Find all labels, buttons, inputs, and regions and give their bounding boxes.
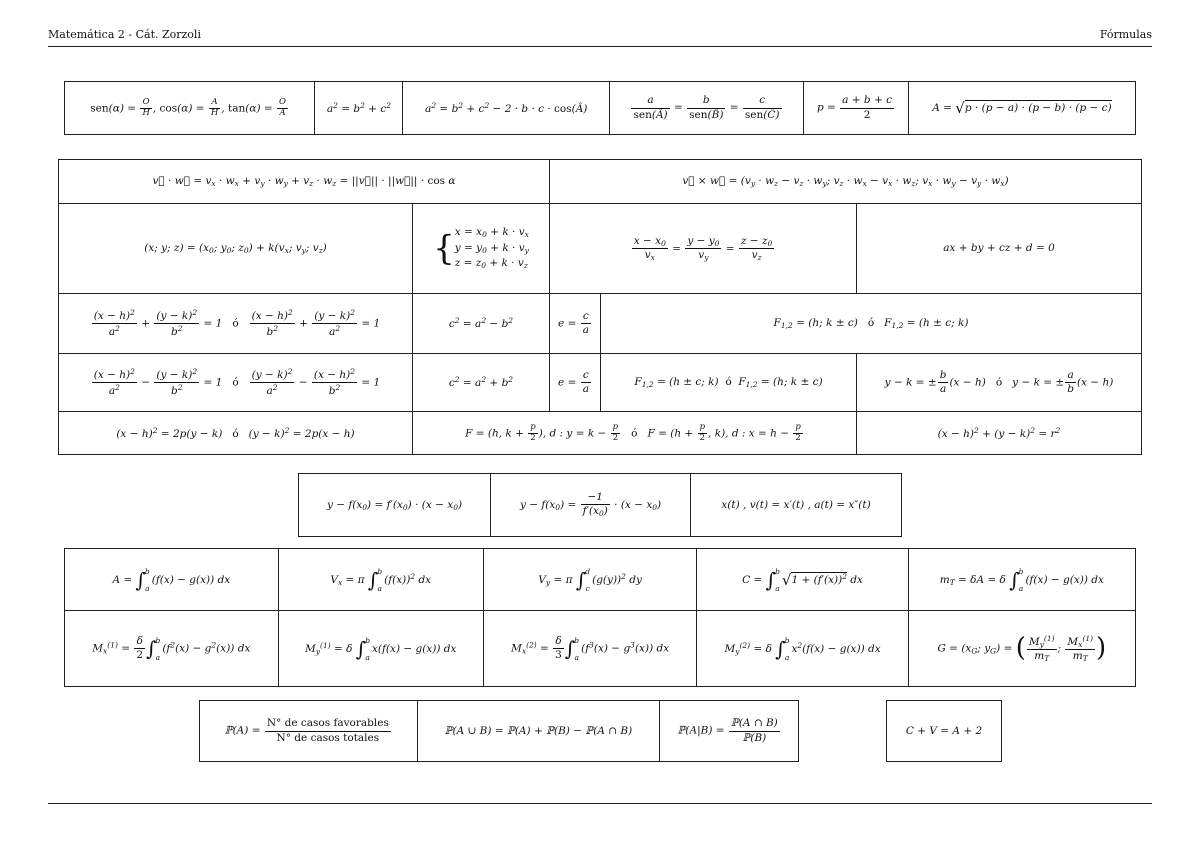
moment-x2-integral: $M_x^{(2)}$ = $\frac{\delta}{3}$ ∫ b a $(f^3(x) - g^3(x))$ dx <box>483 611 697 687</box>
euler-table <box>886 700 1002 762</box>
centroid-formula: $G = (x_G$; $y_G$) = ( $\frac{M_y^{(1)}}{m_T}$ ; $\frac{M_x^{(1)}}{m_T}$ ) <box>908 611 1135 687</box>
trig-ratios-formula: sen(α) = $\frac{O}{H}$ , cos(α) = $\frac{A}{H}$ , tan(α) = $\frac{O}{A}$ <box>65 82 315 135</box>
union-probability-formula: ℙ(A ∪ B) = ℙ(A) + ℙ(B) − ℙ(A ∩ B) <box>417 701 660 762</box>
or-connector: ó <box>631 427 638 439</box>
parabola-equation: $(x - h)^2 = 2p(y - k)$ ó $(y - k)^2 = 2p(x - h)$ <box>59 412 413 455</box>
course-title: Matemática 2 - Cát. Zorzoli <box>48 28 201 41</box>
volume-y-integral: $V_y = \pi$ ∫ d c $(g(y))^2$ dy <box>483 549 697 611</box>
derivatives-table <box>298 473 902 537</box>
kinematics-formula: x(t) , v(t) = x′(t) , a(t) = x″(t) <box>691 474 902 537</box>
probability-table <box>199 700 799 762</box>
conditional-probability-formula: ℙ(A|B) = ℙ(A ∩ B) ℙ(B) <box>660 701 799 762</box>
classical-probability-formula: ℙ(A) = N° de casos favorables N° de casos totales <box>200 701 418 762</box>
plane-equation: ax + by + cz + d = 0 <box>857 204 1142 294</box>
semiperimeter-formula: p = $\frac{a + b + c}{2}$ <box>804 82 909 135</box>
hyperbola-c-relation: $c^2 = a^2 + b^2$ <box>413 354 550 412</box>
law-of-cosines-formula: $a^2 = b^2 + c^2 - 2 \cdot b \cdot c$ · cos(Â) <box>403 82 609 135</box>
hyperbola-foci: $F_{1,2} = (h \pm c$; k) ó $F_{1,2} = (h$; k ± c) <box>601 354 857 412</box>
moment-y2-integral: $M_y^{(2)} = \delta$ ∫ b a $x^2(f(x) - g(x))$ dx <box>697 611 908 687</box>
trig-table <box>64 81 1136 135</box>
euler-formula: C + V = A + 2 <box>887 701 1002 762</box>
footer-rule <box>48 803 1152 804</box>
ellipse-equation: $\frac{(x - h)^2}{a^2}$ + $\frac{(y - k)^2}{b^2}$ = 1 ó $\frac{(x - h)^2}{b^2}$ + $\frac{(y - k)^2}{a^2}$ = 1 <box>59 294 413 354</box>
mass-integral: $m_T = \delta A = \delta$ ∫ b a (f(x) − g(x)) dx <box>908 549 1135 611</box>
line-symmetric-equations: $\frac{x - x_0}{v_x}$ = $\frac{y - y_0}{v_y}$ = $\frac{z - z_0}{v_z}$ <box>550 204 857 294</box>
analytic-geometry-table <box>58 159 1142 455</box>
line-parametric-equations: {$x = x_0 + k \cdot v_x$ $y = y_0 + k \cdot v_y$ $z = z_0 + k \cdot v_z$ <box>413 204 550 294</box>
law-of-sines-formula: a sen(Â) = b sen(B̂) = c sen(Ĉ) <box>609 82 803 135</box>
moment-y1-integral: $M_y^{(1)} = \delta$ ∫ b a x(f(x) − g(x)) dx <box>278 611 483 687</box>
normal-line-formula: $y - f(x_0)$ = $\frac{-1}{f'(x_0)}$ · $(x - x_0)$ <box>491 474 691 537</box>
or-connector: ó <box>995 376 1003 389</box>
page-header <box>48 28 1152 47</box>
line-vector-equation: (x; y; $z) = (x_0$; $y_0$; $z_0) + k(v_x$; $v_y$; $v_z$) <box>59 204 413 294</box>
or-connector: ó <box>867 317 875 329</box>
cross-product-formula: v⃗ × w⃗ = ($v_y \cdot w_z - v_z \cdot w_y$; $v_z \cdot w_x - v_x \cdot w_z$; $v_x \cdot w_y - v_y \cdot w_x$) <box>550 160 1142 204</box>
or-connector: ó <box>232 317 239 330</box>
ellipse-c-relation: $c^2 = a^2 - b^2$ <box>413 294 550 354</box>
tangent-line-formula: $y - f(x_0) = f'(x_0) \cdot (x - x_0)$ <box>299 474 491 537</box>
or-connector: ó <box>232 427 239 440</box>
moment-x1-integral: $M_x^{(1)}$ = $\frac{\delta}{2}$ ∫ b a $(f^2(x) - g^2(x))$ dx <box>65 611 279 687</box>
integrals-table <box>64 548 1136 687</box>
hyperbola-eccentricity: e = $\frac{c}{a}$ <box>550 354 601 412</box>
or-connector: ó <box>725 376 732 388</box>
hyperbola-asymptotes: y − k = ± $\frac{b}{a}$ (x − h) ó y − k = ± $\frac{a}{b}$ (x − h) <box>857 354 1142 412</box>
hyperbola-equation: $\frac{(x - h)^2}{a^2}$ − $\frac{(y - k)^2}{b^2}$ = 1 ó $\frac{(y - k)^2}{a^2}$ − $\frac{(x - h)^2}{b^2}$ = 1 <box>59 354 413 412</box>
volume-x-integral: $V_x = \pi$ ∫ b a $(f(x))^2$ dx <box>278 549 483 611</box>
pythagoras-formula: $a^2 = b^2 + c^2$ <box>315 82 403 135</box>
heron-formula: A = √p · (p − a) · (p − b) · (p − c) <box>908 82 1135 135</box>
favorable-cases-label: N° de casos favorables <box>265 717 391 731</box>
total-cases-label: N° de casos totales <box>276 731 380 744</box>
or-connector: ó <box>232 376 239 389</box>
area-integral: A = ∫ b a (f(x) − g(x)) dx <box>65 549 279 611</box>
arc-length-integral: C = ∫ b a $√1 + (f'(x))^2$ dx <box>697 549 908 611</box>
ellipse-eccentricity: e = $\frac{c}{a}$ <box>550 294 601 354</box>
circle-equation: $(x - h)^2 + (y - k)^2 = r^2$ <box>857 412 1142 455</box>
section-title: Fórmulas <box>1099 28 1152 41</box>
dot-product-formula: v⃗ · w⃗ = $v_x \cdot w_x + v_y \cdot w_y + v_z \cdot w_z$ = ||v⃗|| · ||w⃗|| · cos α <box>59 160 550 204</box>
ellipse-foci: $F_{1,2} = (h$; k ± c) ó $F_{1,2} = (h \pm c$; k) <box>601 294 1142 354</box>
parabola-focus-directrix: F = (h, k + $\frac{p}{2}$ ), d : y = k − $\frac{p}{2}$ ó F = (h + $\frac{p}{2}$ , k), d : x = h − $\frac{p}{2}$ <box>413 412 857 455</box>
